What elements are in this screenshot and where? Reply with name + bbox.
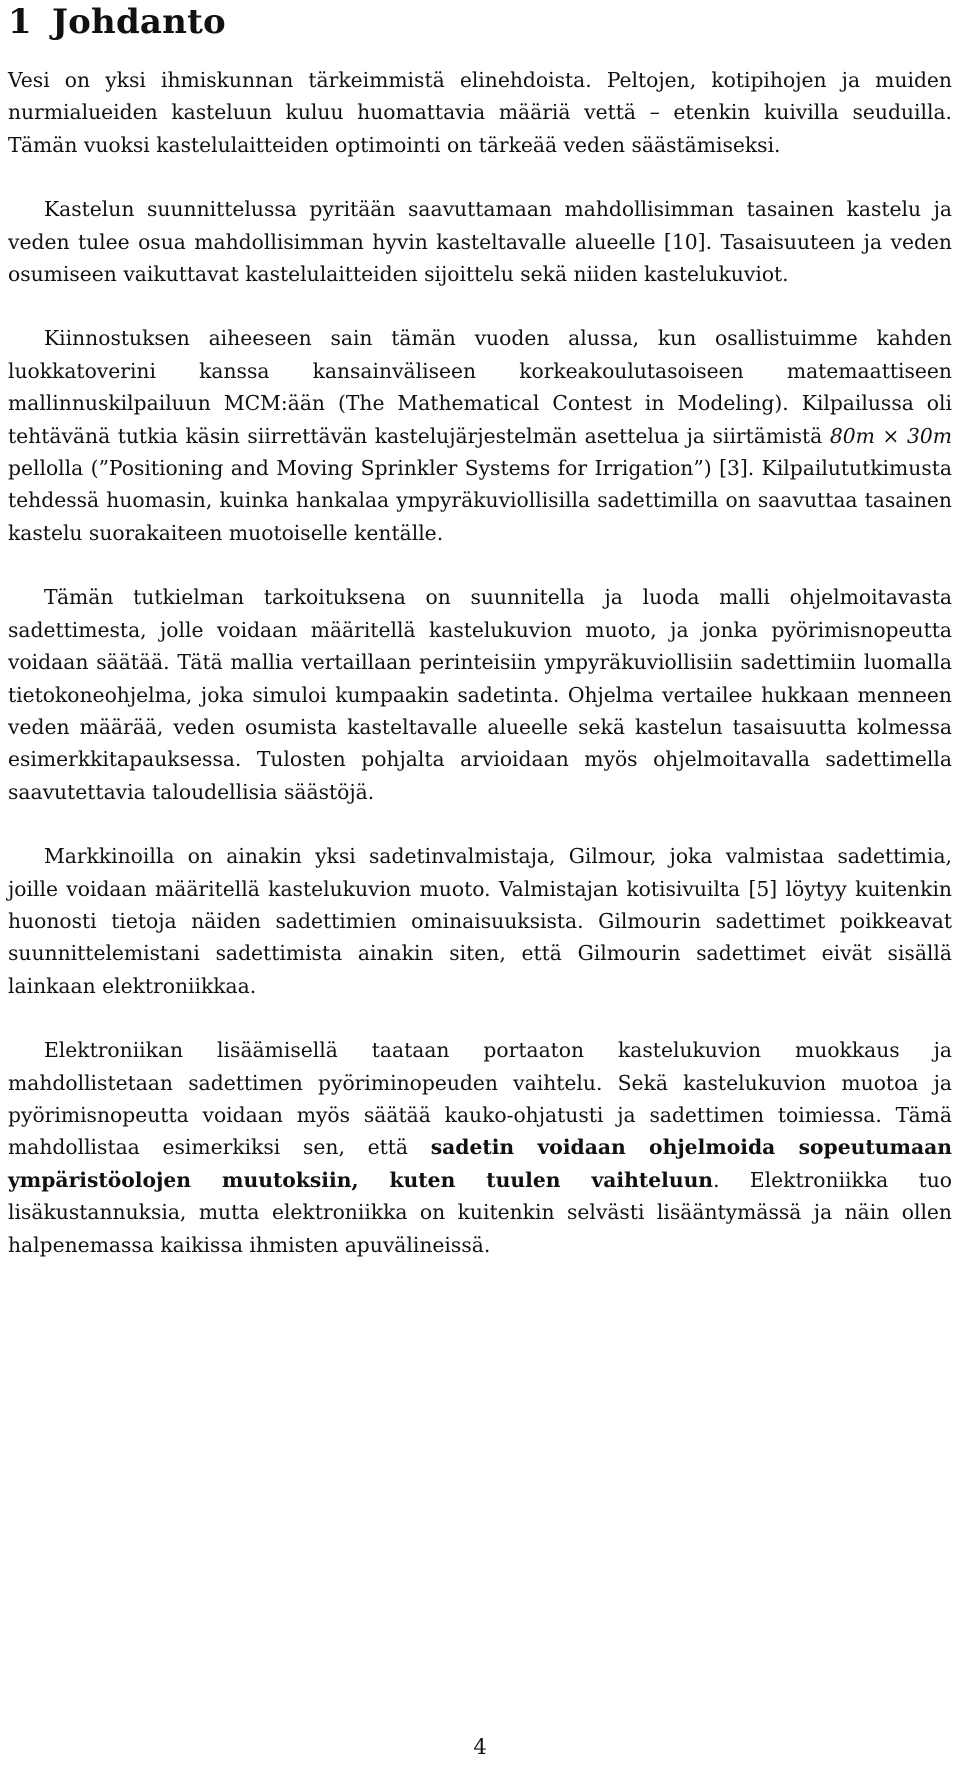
paragraph-3-text-a: Kiinnostuksen aiheeseen sain tämän vuoden alussa, kun osallistuimme kahden luokkatoverini kanssa kansainväliseen korkeakoulutasoiseen matemaattiseen mallinnuskilpailuun MCM:ään (The Mathematical Contest in Modeling). Kilpailussa oli tehtävänä tutkia käsin siirrettävän kastelujärjestelmän asettelua ja siirtämistä bbox=[8, 326, 952, 448]
paragraph-6 bbox=[8, 1034, 952, 1261]
paragraph-6-text-a: Elektroniikan lisäämisellä taataan portaaton kastelukuvion muokkaus ja mahdollistetaan sadettimen pyöriminopeuden vaihtelu. Sekä kastelukuvion muotoa ja pyörimisnopeutta voidaan myös säätää kauko-ohjatusti ja sadettimen toimiessa. Tämä mahdollistaa esimerkiksi sen, että bbox=[8, 1038, 952, 1160]
paragraph-4: Tämän tutkielman tarkoituksena on suunnitella ja luoda malli ohjelmoitavasta sadettimesta, jolle voidaan määritellä kastelukuvion muoto, ja jonka pyörimisnopeutta voidaan säätää. Tätä mallia vertaillaan perinteisiin ympyräkuviollisiin sadettimiin luomalla tietokoneohjelma, joka simuloi kumpaakin sadetinta. Ohjelma vertailee hukkaan menneen veden määrää, veden osumista kasteltavalle alueelle sekä kastelun tasaisuutta kolmessa esimerkkitapauksessa. Tulosten pohjalta arvioidaan myös ohjelmoitavalla sadettimella saavutettavia taloudellisia säästöjä. bbox=[8, 585, 952, 804]
section-heading bbox=[8, 0, 952, 42]
page-number: 4 bbox=[473, 1735, 487, 1759]
section-number: 1 bbox=[8, 2, 32, 42]
paragraph-2: Kastelun suunnittelussa pyritään saavuttamaan mahdollisimman tasainen kastelu ja veden tulee osua mahdollisimman hyvin kasteltavalle alueelle [10]. Tasaisuuteen ja veden osumiseen vaikuttavat kastelulaitteiden sijoittelu sekä niiden kastelukuviot. bbox=[8, 197, 952, 287]
paragraph-5: Markkinoilla on ainakin yksi sadetinvalmistaja, Gilmour, joka valmistaa sadettimia, joille voidaan määritellä kastelukuvion muoto. Valmistajan kotisivuilta [5] löytyy kuitenkin huonosti tietoja näiden sadettimien ominaisuuksista. Gilmourin sadettimet poikkeavat suunnittelemistani sadettimista ainakin siten, että Gilmourin sadettimet eivät sisällä lainkaan elektroniikkaa. bbox=[8, 844, 952, 998]
paragraph-3-text-b: pellolla (”Positioning and Moving Sprinkler Systems for Irrigation”) [3]. Kilpailututkimusta tehdessä huomasin, kuinka hankalaa ympyräkuviollisilla sadettimilla on saavuttaa tasainen kastelu suorakaiteen muotoiselle kentälle. bbox=[8, 456, 952, 545]
paragraph-3 bbox=[8, 322, 952, 549]
paragraph-1: Vesi on yksi ihmiskunnan tärkeimmistä elinehdoista. Peltojen, kotipihojen ja muiden nurmialueiden kasteluun kuluu huomattavia määriä vettä – etenkin kuivilla seuduilla. Tämän vuoksi kastelulaitteiden optimointi on tärkeää veden säästämiseksi. bbox=[8, 68, 952, 157]
document-page bbox=[8, 0, 952, 1261]
section-title: Johdanto bbox=[51, 2, 226, 42]
paragraph-6-emphasis: sadetin voidaan ohjelmoida sopeutumaan ympäristöolojen muutoksiin, kuten tuulen vaihteluun bbox=[8, 1135, 952, 1192]
field-dimensions-math: 80m × 30m bbox=[829, 423, 953, 448]
paragraph-6-text-b: . Elektroniikka tuo lisäkustannuksia, mutta elektroniikka on kuitenkin selvästi lisääntymässä ja näin ollen halpenemassa kaikissa ihmisten apuvälineissä. bbox=[8, 1167, 952, 1257]
body-text bbox=[8, 64, 952, 1261]
